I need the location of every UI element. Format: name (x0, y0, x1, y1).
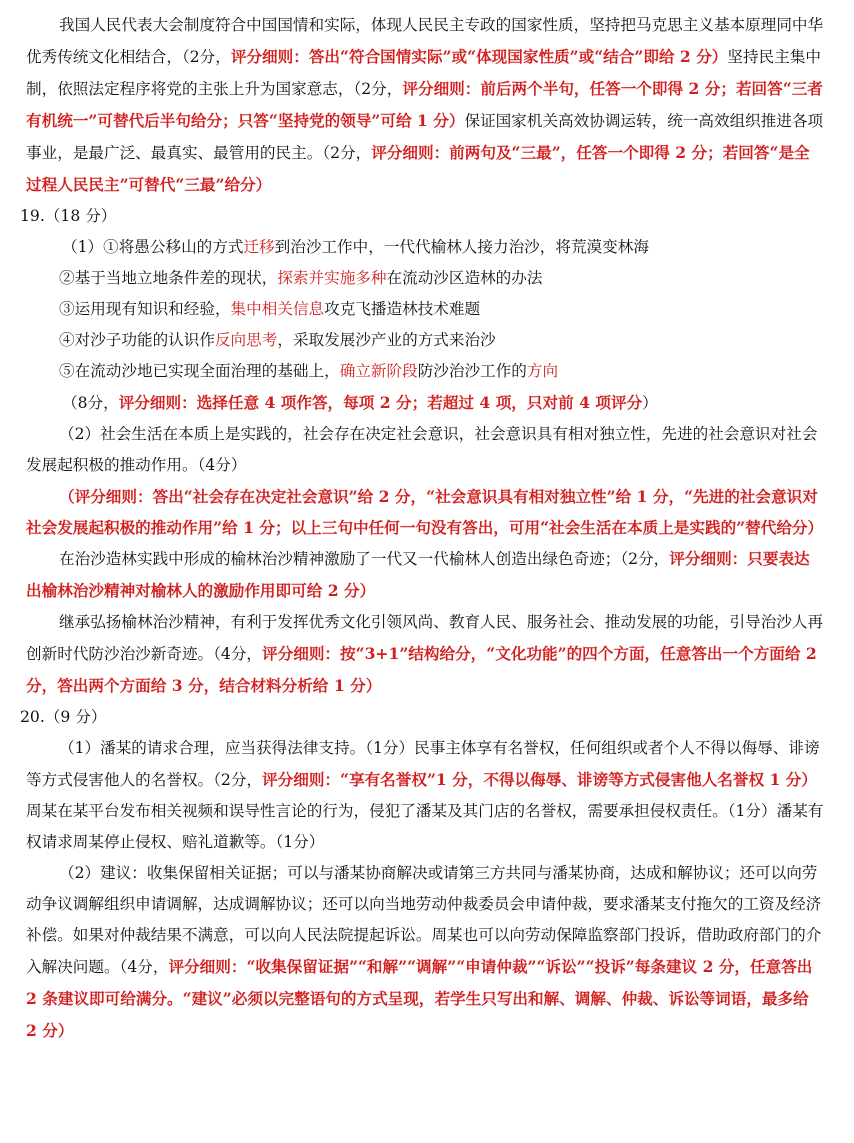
scoring-rubric: 评分细则：只要表达出榆林治沙精神对榆林人的激励作用即可给 2 分） (26, 549, 810, 600)
highlight-keyword: 方向 (526, 362, 559, 380)
highlight-keyword: 迁移 (243, 238, 275, 256)
scoring-rubric: 评分细则：“享有名誉权”1 分，不得以侮辱、诽谤等方式侵害他人名誉权 1 分） (262, 770, 817, 789)
question-19-header: 19.（18 分） (20, 207, 117, 225)
q19-point-1 (26, 232, 824, 263)
scoring-rubric: 评分细则：前两句及“三最”，任答一个即得 2 分；若回答“是全过程人民民主”可替代“三最”给分） (26, 143, 810, 194)
answer-text: 我国人民代表大会制度符合中国国情和实际，体现人民民主专政的国家性质，坚持把马克思主义基本原理同中华优秀传统文化相结合，（2分， (26, 16, 824, 66)
q19-part2-answer: （2）社会生活在本质上是实践的，社会存在决定社会意识，社会意识具有相对独立性，先进的社会意识对社会发展起积极的推动作用。（4分） (26, 425, 818, 474)
scoring-rubric: 评分细则：按“3+1”结构给分，“文化功能”的四个方面，任意答出一个方面给 2 分，答出两个方面给 3 分，结合材料分析给 1 分） (26, 644, 817, 695)
answer-text: ③运用现有知识和经验， (59, 300, 231, 318)
question-20-header: 20.（9 分） (20, 708, 107, 726)
answer-text: ②基于当地立地条件差的现状， (59, 269, 278, 287)
scoring-rubric: 评分细则：答出“符合国情实际”或“体现国家性质”或“结合”即给 2 分） (230, 47, 728, 66)
score-note: ） (642, 394, 658, 412)
highlight-keyword: 探索并实施多种 (277, 269, 387, 287)
q19-part2-paragraph-4 (26, 607, 824, 702)
q19-point-4 (26, 325, 824, 356)
answer-text: 周某在某平台发布相关视频和误导性言论的行为，侵犯了潘某及其门店的名誉权，需要承担侵权责任。（1分）潘某有权请求周某停止侵权、赔礼道歉等。（1分） (26, 802, 824, 851)
answer-text: 坚持民主集中制，依照法定程序将党的主张上升为国家意志，（2分， (26, 48, 821, 98)
scoring-rubric: 评分细则：前后两个半句，任答一个即得 2 分；若回答“三者有机统一”可替代后半句给分；只答“坚持党的领导”可给 1 分） (26, 79, 823, 130)
q19-point-5 (26, 356, 824, 387)
answer-text: 在流动沙区造林的办法 (386, 269, 543, 287)
highlight-keyword: 确立新阶段 (339, 362, 418, 380)
scoring-rubric: 评分细则：选择任意 4 项作答，每项 2 分；若超过 4 项，只对前 4 项评分 (118, 393, 643, 412)
answer-text: 攻克飞播造林技术难题 (324, 300, 481, 318)
answer-text: ⑤在流动沙地已实现全面治理的基础上， (59, 362, 340, 380)
answer-text: 到治沙工作中，一代代榆林人接力治沙，将荒漠变林海 (274, 238, 649, 256)
answer-text: （2）建议：收集保留相关证据；可以与潘某协商解决或请第三方共同与潘某协商，达成和解协议；还可以向劳动争议调解组织申请调解，达成调解协议；还可以向当地劳动仲裁委员会申请仲裁，要求潘某支付拖欠的工资及经济补偿。如果对仲裁结果不满意，可以向人民法院提起诉讼。周某也可以向劳动保障监察部门投诉，借助政府部门的介入解决问题。（4分， (26, 864, 822, 976)
q20-part1-answer (26, 733, 824, 858)
answer-text: 防沙治沙工作的 (417, 362, 527, 380)
q19-part2-paragraph-3 (26, 543, 824, 607)
answer-text: 保证国家机关高效协调运转，统一高效组织推进各项事业，是最广泛、最真实、最管用的民主。（2分， (26, 112, 824, 162)
highlight-keyword: 反向思考 (214, 331, 278, 349)
q19-part1-scoring (26, 387, 824, 419)
q20-part2-answer (26, 858, 824, 1047)
q19-point-3 (26, 294, 824, 325)
q18-continuation-paragraph (26, 10, 824, 201)
answer-text: （1）①将愚公移山的方式 (62, 238, 244, 256)
scoring-rubric: 评分细则：“收集保留证据”“和解”“调解”“申请仲裁”“诉讼”“投诉”每条建议 2 分，任意答出 2 条建议即可给满分。“建议”必须以完整语句的方式呈现，若学生只写出和解、调解、仲裁、诉讼等词语，最多给 2 分） (26, 957, 813, 1040)
q19-part2-rubric: （评分细则：答出“社会存在决定社会意识”给 2 分，“社会意识具有相对独立性”给 1 分，“先进的社会意识对社会发展起积极的推动作用”给 1 分；以上三句中任何一句没有答出，可用“社会生活在本质上是实践的”替代给分） (26, 487, 824, 537)
q19-point-2 (26, 263, 824, 294)
answer-text: 在治沙造林实践中形成的榆林治沙精神激励了一代又一代榆林人创造出绿色奇迹；（2分， (59, 550, 670, 568)
answer-text: 继承弘扬榆林治沙精神，有利于发挥优秀文化引领风尚、教育人民、服务社会、推动发展的功能，引导治沙人再创新时代防沙治沙新奇迹。（4分， (26, 613, 824, 663)
answer-text: ④对沙子功能的认识作 (59, 331, 215, 349)
highlight-keyword: 集中相关信息 (230, 300, 325, 318)
answer-text: （1）潘某的请求合理，应当获得法律支持。（1分）民事主体享有名誉权，任何组织或者个人不得以侮辱、诽谤等方式侵害他人的名誉权。（2分， (26, 739, 820, 789)
answer-text: ，采取发展沙产业的方式来治沙 (277, 331, 496, 349)
score-note: （8分， (62, 394, 119, 412)
